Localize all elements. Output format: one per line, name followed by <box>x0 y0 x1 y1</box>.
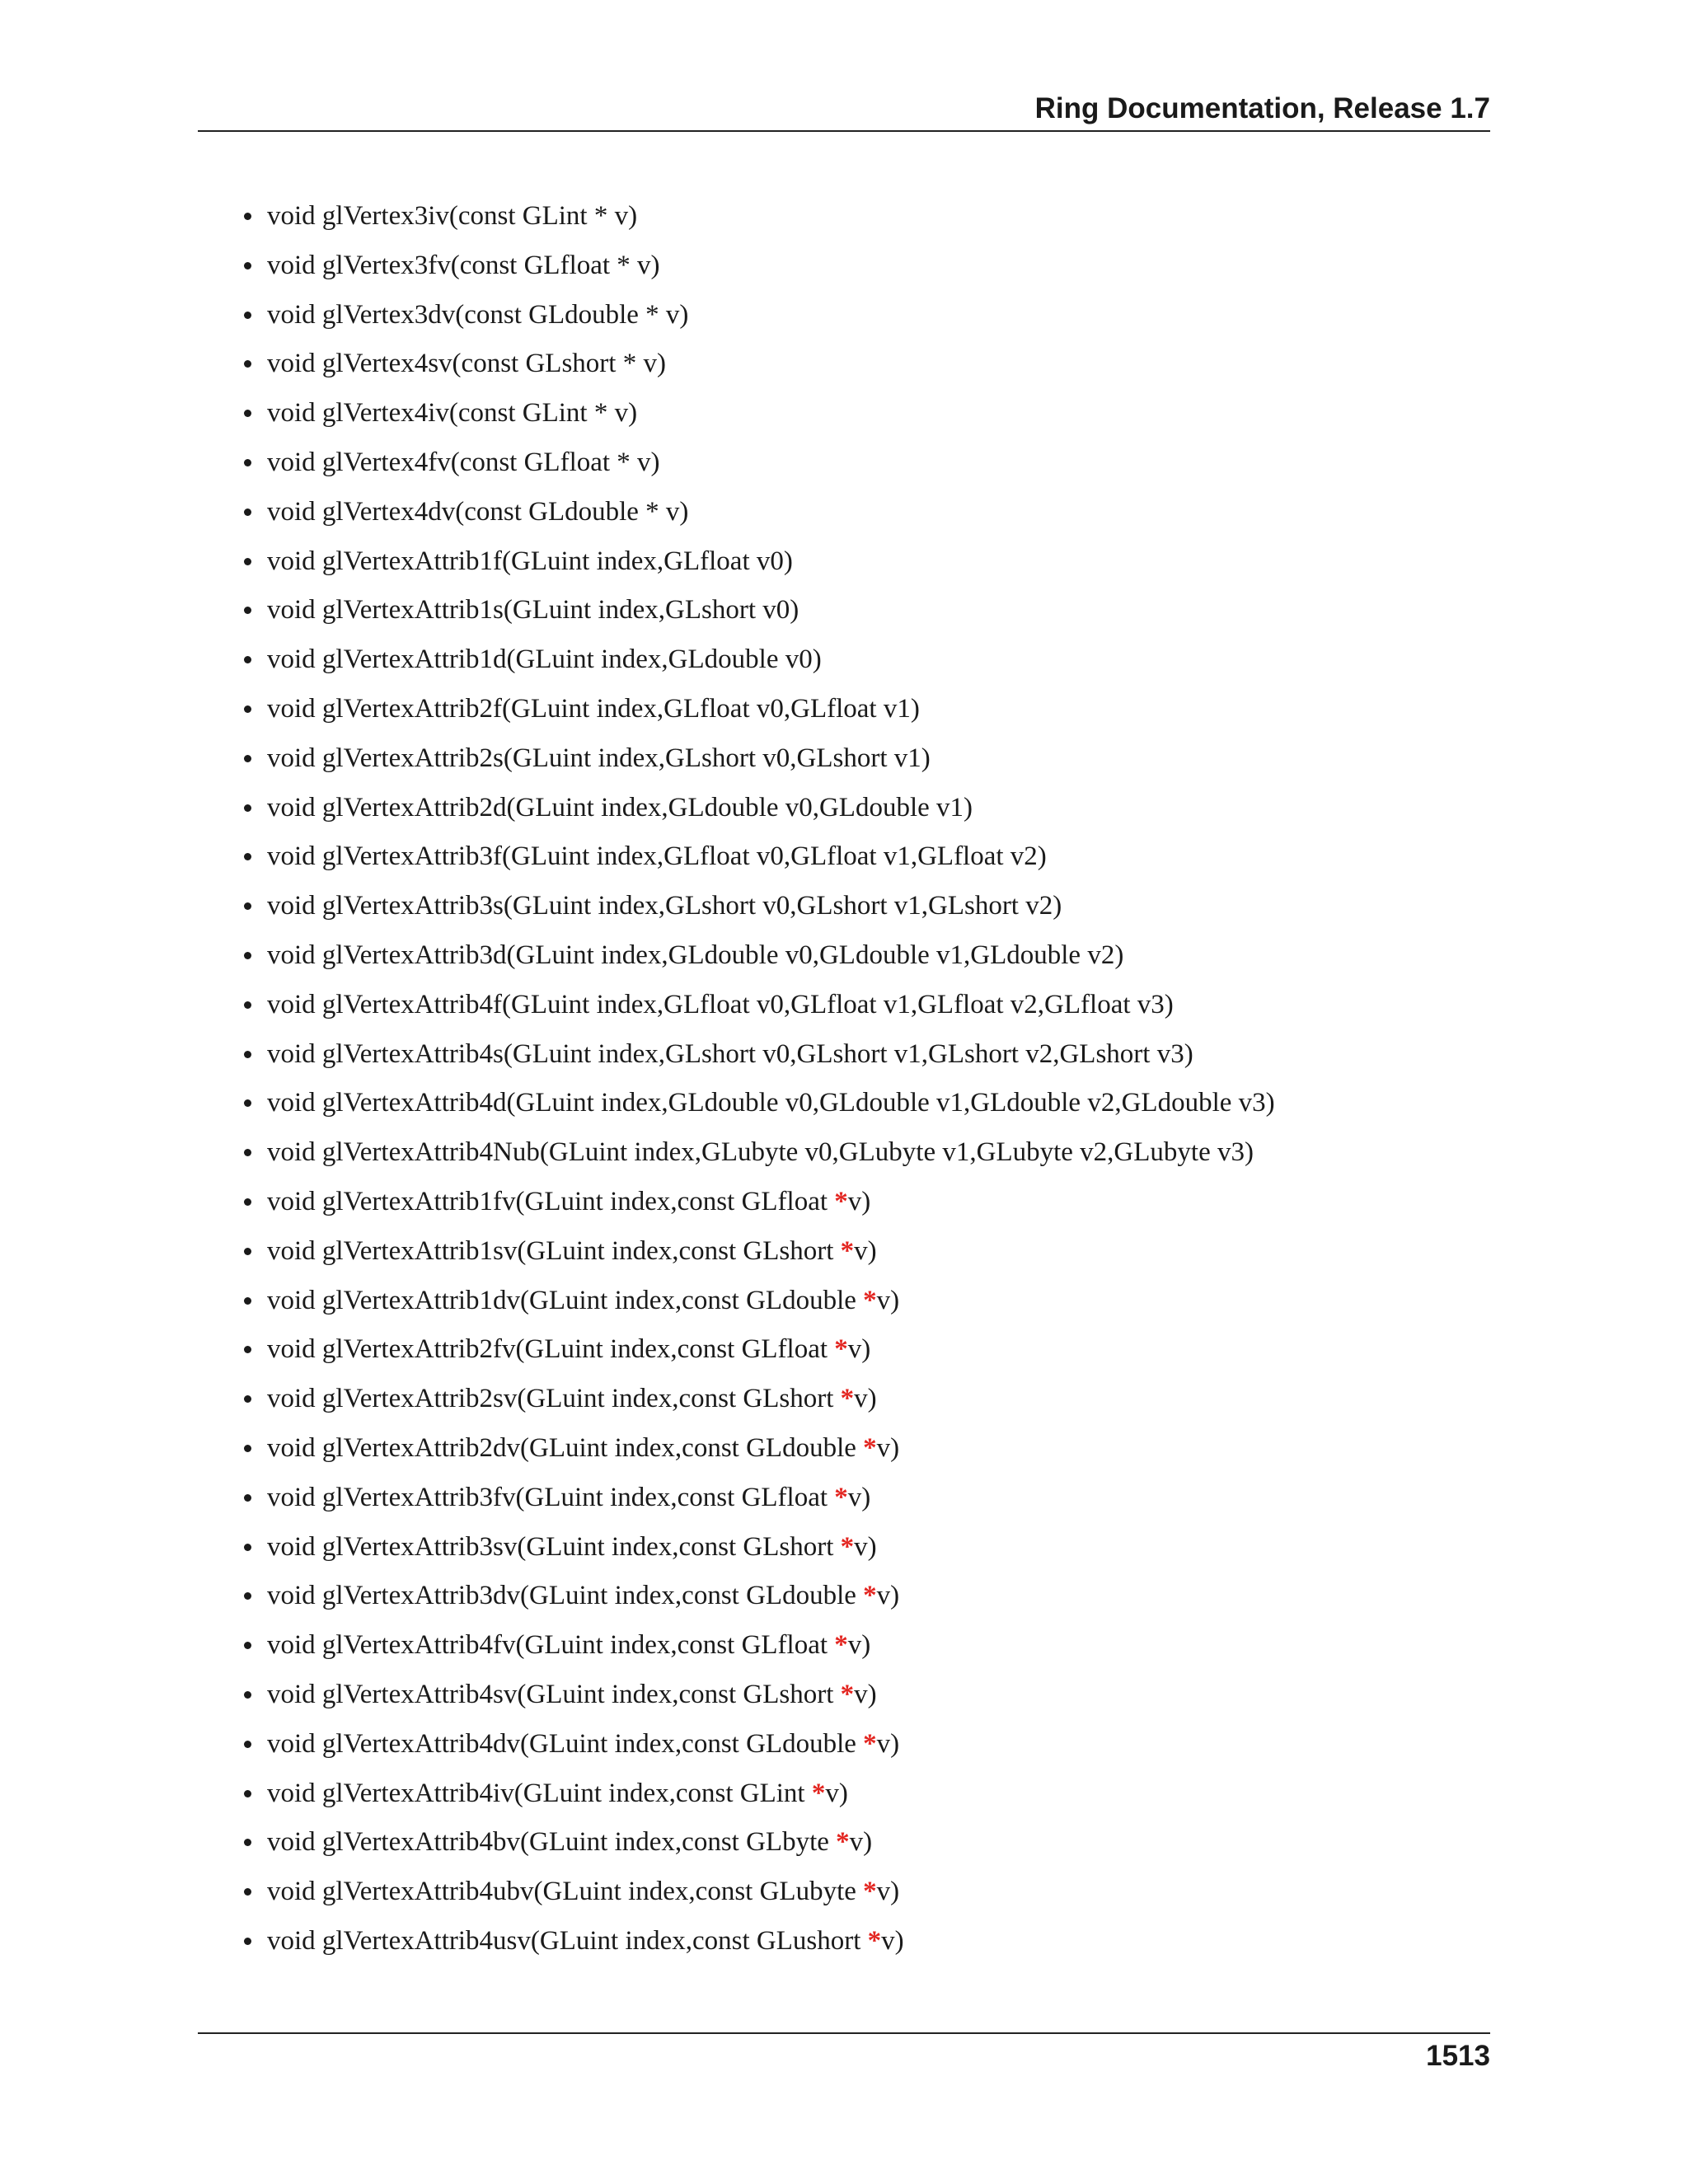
signature-text: void glVertexAttrib4usv(GLuint index,const GLushort <box>267 1926 868 1956</box>
signature-text-end: v) <box>847 1630 871 1661</box>
signature-text: void glVertex4sv(const GLshort * v) <box>267 349 666 379</box>
signature-text: void glVertexAttrib3f(GLuint index,GLfloat v0,GLfloat v1,GLfloat v2) <box>267 841 1047 872</box>
function-signature <box>267 396 637 429</box>
signature-text-end: v) <box>876 1433 900 1463</box>
bullet-icon <box>244 952 251 959</box>
function-signature <box>267 1579 899 1612</box>
function-signature <box>267 1185 870 1218</box>
signature-text: void glVertexAttrib4fv(GLuint index,const GLfloat <box>267 1630 835 1661</box>
signature-text-end: v) <box>847 1482 871 1512</box>
function-signature <box>267 347 666 380</box>
bullet-icon <box>244 509 251 516</box>
signature-text: void glVertexAttrib4dv(GLuint index,const GLdouble <box>267 1728 864 1759</box>
bullet-icon <box>244 705 251 713</box>
signature-text: void glVertexAttrib4iv(GLuint index,const GLint <box>267 1778 812 1808</box>
signature-text-end: v) <box>854 1680 877 1709</box>
function-signature <box>267 298 688 331</box>
function-signature <box>267 495 688 528</box>
signature-text: void glVertex4iv(const GLint * v) <box>267 398 638 429</box>
function-signature <box>267 1235 877 1268</box>
function-signature <box>267 1530 877 1563</box>
bullet-icon <box>244 853 251 860</box>
function-signature <box>267 199 637 232</box>
function-signature <box>267 1481 870 1514</box>
pointer-asterisk: * <box>834 1187 848 1216</box>
bullet-icon <box>244 1790 251 1797</box>
bullet-icon <box>244 558 251 565</box>
bullet-icon <box>244 1839 251 1846</box>
bullet-icon <box>244 1198 251 1206</box>
bullet-icon <box>244 1741 251 1748</box>
function-signature <box>267 643 822 676</box>
signature-text: void glVertexAttrib1f(GLuint index,GLfloat v0) <box>267 546 793 576</box>
bullet-icon <box>244 1001 251 1009</box>
function-signature <box>267 249 660 282</box>
bullet-icon <box>244 656 251 663</box>
bullet-icon <box>244 607 251 614</box>
function-signature <box>267 1825 872 1858</box>
signature-text: void glVertexAttrib3dv(GLuint index,const GLdouble <box>267 1581 864 1611</box>
signature-text: void glVertexAttrib2s(GLuint index,GLshort v0,GLshort v1) <box>267 743 931 773</box>
bullet-icon <box>244 902 251 910</box>
bullet-icon <box>244 755 251 762</box>
signature-text: void glVertexAttrib4ubv(GLuint index,const GLubyte <box>267 1877 864 1907</box>
pointer-asterisk: * <box>840 1384 855 1414</box>
signature-text: void glVertex3fv(const GLfloat * v) <box>267 250 660 280</box>
function-signature <box>267 446 660 479</box>
signature-text: void glVertex3iv(const GLint * v) <box>267 201 638 231</box>
bullet-icon <box>244 360 251 368</box>
bullet-icon <box>244 459 251 466</box>
signature-text: void glVertexAttrib4d(GLuint index,GLdouble v0,GLdouble v1,GLdouble v2,GLdouble v3) <box>267 1088 1275 1118</box>
signature-text: void glVertexAttrib3d(GLuint index,GLdouble v0,GLdouble v1,GLdouble v2) <box>267 940 1124 970</box>
signature-text-end: v) <box>876 1285 900 1315</box>
function-signature <box>267 692 920 725</box>
signature-text-end: v) <box>847 1187 871 1216</box>
function-signature <box>267 1629 870 1661</box>
signature-text: void glVertexAttrib1d(GLuint index,GLdouble v0) <box>267 644 822 675</box>
signature-text: void glVertexAttrib1dv(GLuint index,const GLdouble <box>267 1285 864 1315</box>
bullet-icon <box>244 410 251 417</box>
bullet-icon <box>244 1494 251 1502</box>
pointer-asterisk: * <box>863 1581 877 1611</box>
function-signature <box>267 1086 1275 1119</box>
signature-text: void glVertexAttrib4sv(GLuint index,const GLshort <box>267 1680 841 1709</box>
signature-text: void glVertexAttrib2f(GLuint index,GLfloat v0,GLfloat v1) <box>267 694 920 724</box>
signature-text: void glVertex3dv(const GLdouble * v) <box>267 299 689 330</box>
bullet-icon <box>244 1642 251 1649</box>
pointer-asterisk: * <box>840 1531 855 1562</box>
signature-text: void glVertex4dv(const GLdouble * v) <box>267 496 689 527</box>
signature-text: void glVertex4fv(const GLfloat * v) <box>267 448 660 477</box>
bullet-icon <box>244 1099 251 1107</box>
bullet-icon <box>244 1691 251 1699</box>
signature-text-end: v) <box>876 1581 900 1611</box>
signature-text: void glVertexAttrib4s(GLuint index,GLshort v0,GLshort v1,GLshort v2,GLshort v3) <box>267 1038 1193 1069</box>
pointer-asterisk: * <box>834 1630 848 1661</box>
bullet-icon <box>244 1592 251 1600</box>
signature-text: void glVertexAttrib4Nub(GLuint index,GLubyte v0,GLubyte v1,GLubyte v2,GLubyte v3) <box>267 1137 1254 1168</box>
bullet-icon <box>244 262 251 269</box>
signature-text-end: v) <box>881 1926 904 1956</box>
bullet-icon <box>244 1297 251 1305</box>
function-signature <box>267 742 931 775</box>
pointer-asterisk: * <box>840 1680 855 1709</box>
pointer-asterisk: * <box>863 1728 877 1759</box>
function-signature <box>267 1333 870 1366</box>
bullet-icon <box>244 1888 251 1896</box>
bullet-icon <box>244 312 251 319</box>
function-signature <box>267 988 1174 1021</box>
function-signature <box>267 889 1062 922</box>
bullet-icon <box>244 1346 251 1353</box>
pointer-asterisk: * <box>867 1926 882 1956</box>
bullet-icon <box>244 1544 251 1551</box>
signature-text: void glVertexAttrib2sv(GLuint index,const GLshort <box>267 1384 841 1414</box>
signature-text-end: v) <box>849 1827 873 1858</box>
function-signature <box>267 1678 877 1711</box>
bullet-icon <box>244 1445 251 1452</box>
bullet-icon <box>244 1149 251 1156</box>
signature-text: void glVertexAttrib1s(GLuint index,GLshort v0) <box>267 595 799 626</box>
pointer-asterisk: * <box>863 1433 877 1463</box>
page-header-title: Ring Documentation, Release 1.7 <box>1034 92 1490 124</box>
signature-text: void glVertexAttrib2d(GLuint index,GLdouble v0,GLdouble v1) <box>267 792 973 823</box>
bullet-icon <box>244 1938 251 1945</box>
signature-text-end: v) <box>854 1384 877 1414</box>
function-signature <box>267 1875 899 1908</box>
bullet-icon <box>244 804 251 812</box>
signature-text: void glVertexAttrib4f(GLuint index,GLfloat v0,GLfloat v1,GLfloat v2,GLfloat v3) <box>267 989 1174 1019</box>
pointer-asterisk: * <box>840 1235 855 1266</box>
bullet-icon <box>244 1395 251 1403</box>
signature-text-end: v) <box>847 1334 871 1365</box>
pointer-asterisk: * <box>811 1778 826 1808</box>
signature-text: void glVertexAttrib1fv(GLuint index,const GLfloat <box>267 1187 835 1216</box>
function-signature <box>267 593 799 626</box>
footer-divider <box>198 2032 1490 2034</box>
function-signature <box>267 1038 1193 1071</box>
function-signature <box>267 1136 1254 1169</box>
signature-text-end: v) <box>876 1728 900 1759</box>
bullet-icon <box>244 1051 251 1058</box>
function-signature <box>267 1777 848 1810</box>
function-signature <box>267 1284 899 1317</box>
function-signature <box>267 1924 904 1957</box>
pointer-asterisk: * <box>863 1285 877 1315</box>
signature-text-end: v) <box>876 1877 900 1907</box>
signature-text: void glVertexAttrib1sv(GLuint index,const GLshort <box>267 1235 841 1266</box>
signature-text: void glVertexAttrib3fv(GLuint index,const GLfloat <box>267 1482 835 1512</box>
signature-text: void glVertexAttrib3sv(GLuint index,const GLshort <box>267 1531 841 1562</box>
page-number: 1513 <box>1426 2040 1490 2072</box>
function-signature <box>267 1382 877 1415</box>
pointer-asterisk: * <box>863 1877 877 1907</box>
signature-text: void glVertexAttrib3s(GLuint index,GLshort v0,GLshort v1,GLshort v2) <box>267 891 1062 921</box>
function-signature <box>267 939 1123 972</box>
signature-text-end: v) <box>854 1235 877 1266</box>
signature-text: void glVertexAttrib4bv(GLuint index,const GLbyte <box>267 1827 837 1858</box>
pointer-asterisk: * <box>834 1482 848 1512</box>
bullet-icon <box>244 213 251 220</box>
function-signature <box>267 545 793 578</box>
signature-text-end: v) <box>825 1778 848 1808</box>
bullet-icon <box>244 1248 251 1255</box>
signature-text: void glVertexAttrib2fv(GLuint index,const GLfloat <box>267 1334 835 1365</box>
signature-text-end: v) <box>854 1531 877 1562</box>
pointer-asterisk: * <box>836 1827 850 1858</box>
function-signature <box>267 840 1047 873</box>
pointer-asterisk: * <box>834 1334 848 1365</box>
signature-text: void glVertexAttrib2dv(GLuint index,const GLdouble <box>267 1433 864 1463</box>
function-signature <box>267 1432 899 1465</box>
function-signature <box>267 791 973 824</box>
function-signature <box>267 1727 899 1760</box>
header-divider <box>198 130 1490 132</box>
